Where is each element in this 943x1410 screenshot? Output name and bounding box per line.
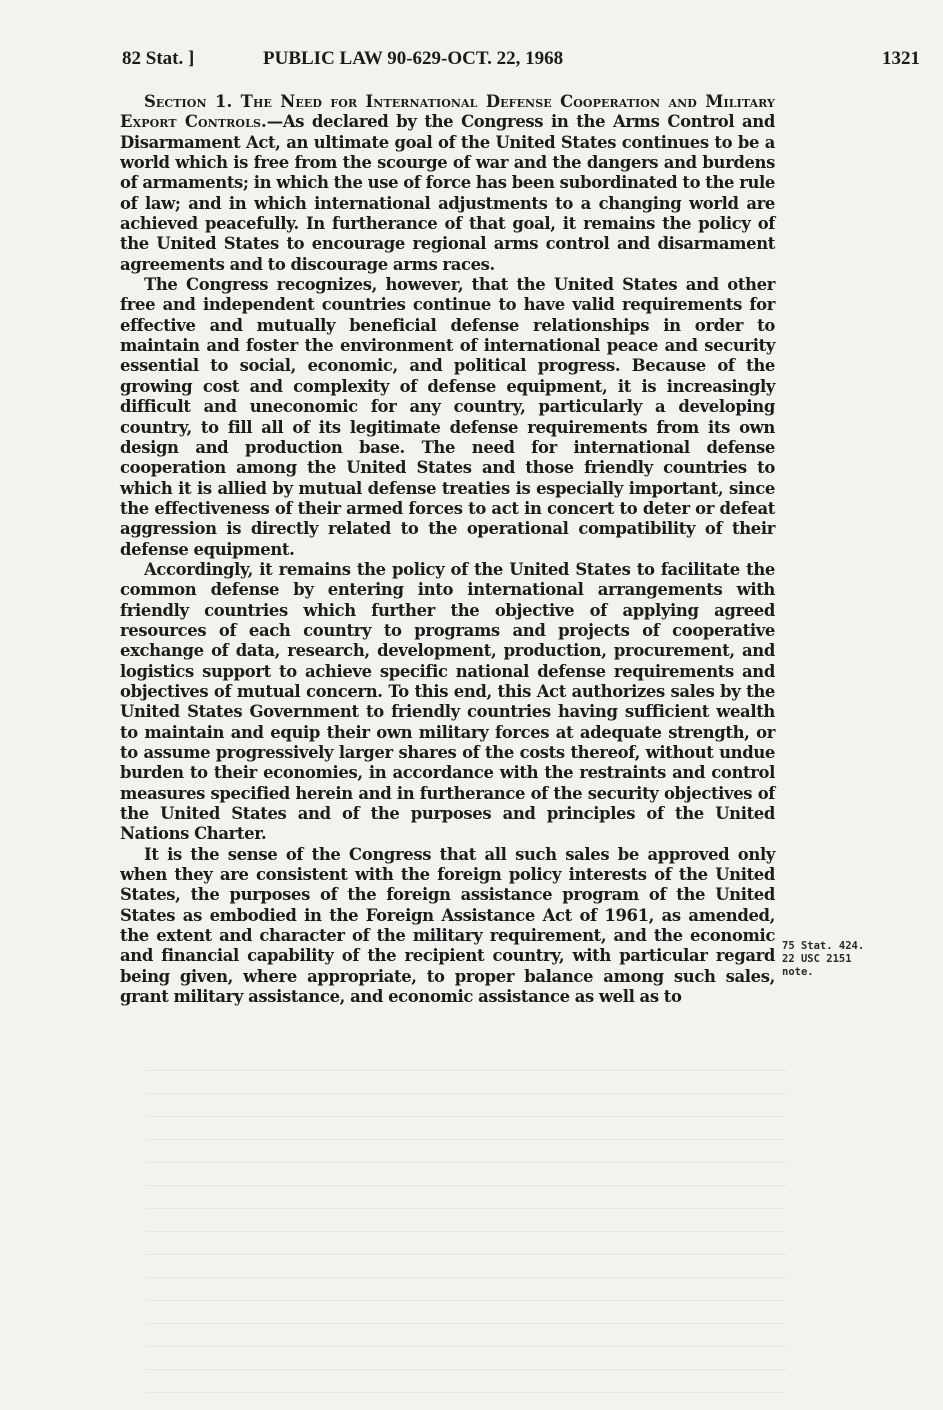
page-number: 1321 [882,48,920,69]
paragraph: Accordingly, it remains the policy of the United States to facilitate the common defense by entering into international arrangements with friendly countries which further the objective of applying agreed resources of each country to programs and projects of cooperative exchange of data, research, development, production, procurement, and logistics support to achieve specific national defense requirements and objectives of mutual concern. To this end, this Act authorizes sales by the United States Government to friendly countries having sufficient wealth to maintain and equip their own military forces at adequate strength, or to assume progressively larger shares of the costs thereof, without undue burden to their economies, in accordance with the restraints and control measures specified herein and in furtherance of the security objectives of the United States and of the purposes and principles of the United Nations Charter. [120,559,775,844]
section-heading: Section 1. The Need for International Defense Cooperation and Military Export Controls. [120,92,775,132]
paragraph: It is the sense of the Congress that all such sales be approved only when they are consistent with the foreign policy interests of the United States, the purposes of the foreign assistance program of the United States as embodied in the Foreign Assistance Act of 1961, as amended, the extent and character of the military requirement, and the economic and financial capability of the recipient country, with particular regard being given, where appropriate, to proper balance among such sales, grant military assistance, and economic assistance as well as to [120,844,775,1007]
law-title: PUBLIC LAW 90-629-OCT. 22, 1968 [263,48,564,69]
section-1-paragraph [120,92,775,275]
running-header [120,48,920,76]
section-intro-text: —As declared by the Congress in the Arms Control and Disarmament Act, an ultimate goal of the United States continues to be a world which is free from the scourge of war and the dangers and burdens of armaments; in which the use of force has been subordinated to the rule of law; and in which international adjustments to a changing world are achieved peacefully. In furtherance of that goal, it remains the policy of the United States to encourage regional arms control and disarmament agreements and to discourage arms races. [120,112,775,274]
statute-body [120,92,775,1007]
marginal-citation [782,940,864,979]
citation-line: 75 Stat. 424. [782,940,865,952]
citation-line: note. [782,966,814,978]
bleed-through-texture [145,1050,785,1395]
statute-reference: 82 Stat. ] [122,48,195,69]
paragraph: The Congress recognizes, however, that the United States and other free and independent countries continue to have valid requirements for effective and mutually beneficial defense relationships in order to maintain and foster the environment of international peace and security essential to social, economic, and political progress. Because of the growing cost and complexity of defense equipment, it is increasingly difficult and uneconomic for any country, particularly a developing country, to fill all of its legitimate defense requirements from its own design and production base. The need for international defense cooperation among the United States and those friendly countries to which it is allied by mutual defense treaties is especially important, since the effectiveness of their armed forces to act in concert to deter or defeat aggression is directly related to the operational compatibility of their defense equipment. [120,275,775,559]
citation-line: 22 USC 2151 [782,953,852,965]
